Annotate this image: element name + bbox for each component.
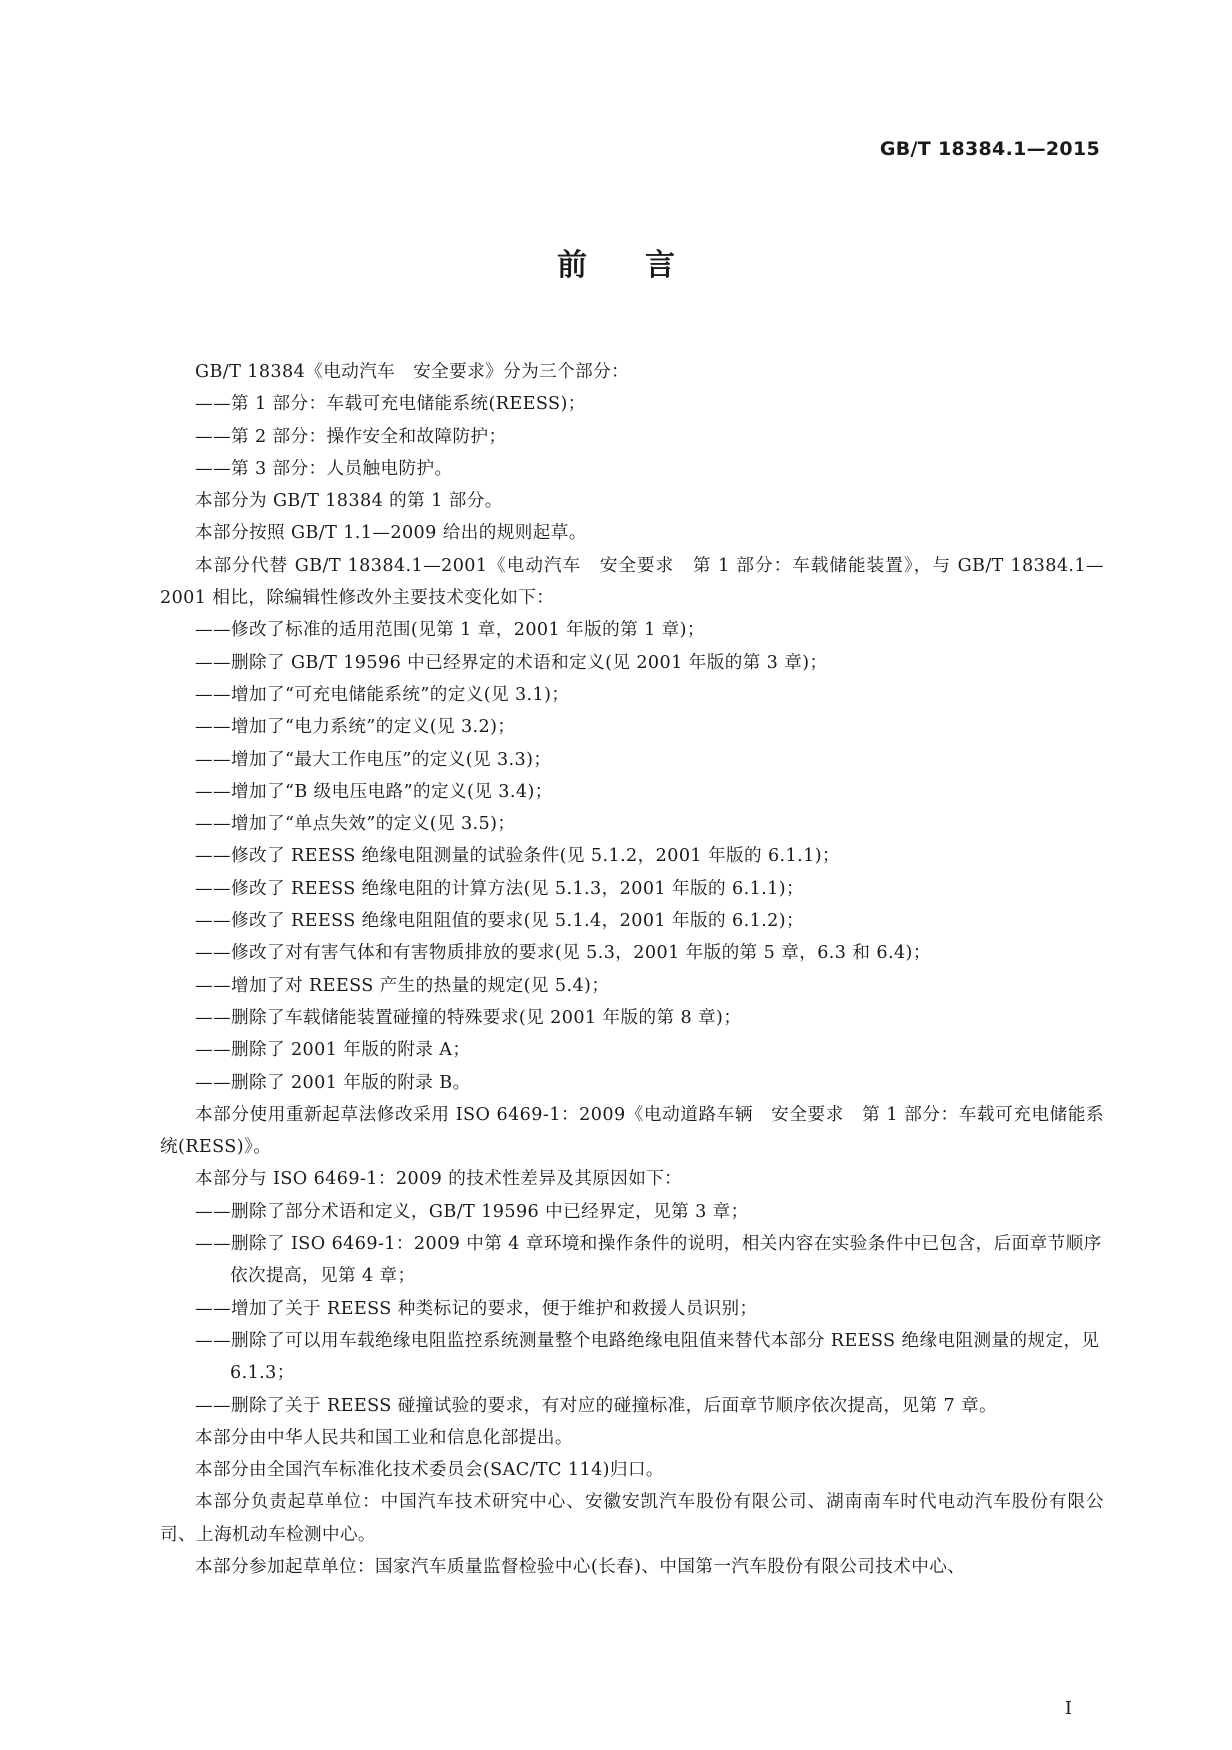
dash-item: ——删除了部分术语和定义，GB/T 19596 中已经界定，见第 3 章； [195,1201,749,1222]
dash-item: ——删除了 GB/T 19596 中已经界定的术语和定义(见 2001 年版的第 3 章)； [195,652,828,673]
dash-item: ——修改了 REESS 绝缘电阻阻值的要求(见 5.1.4，2001 年版的 6.1.2)； [195,911,805,932]
dash-item: ——增加了“可充电储能系统”的定义(见 3.1)； [195,684,570,705]
paragraph: 本部分按照 GB/T 1.1—2009 给出的规则起草。 [195,523,587,544]
paragraph: 本部分负责起草单位：中国汽车技术研究中心、安徽安凯汽车股份有限公司、湖南南车时代电动汽车股份有限公司、上海机动车检测中心。 [160,1492,1104,1545]
dash-item: ——删除了 2001 年版的附录 A； [195,1040,471,1061]
dash-item: ——删除了 ISO 6469-1：2009 中第 4 章环境和操作条件的说明，相关内容在实验条件中已包含，后面章节顺序依次提高，见第 4 章； [195,1234,1102,1287]
dash-item: ——修改了 REESS 绝缘电阻测量的试验条件(见 5.1.2，2001 年版的 6.1.1)； [195,846,840,867]
title-char-2: 言 [645,248,675,283]
dash-item: ——删除了 2001 年版的附录 B。 [195,1072,471,1093]
dash-item: ——第 3 部分：人员触电防护。 [195,458,453,479]
dash-item: ——第 1 部分：车载可充电储能系统(REESS)； [195,394,586,415]
dash-item: ——增加了“电力系统”的定义(见 3.2)； [195,717,516,738]
dash-item: ——删除了可以用车载绝缘电阻监控系统测量整个电路绝缘电阻值来替代本部分 REESS 绝缘电阻测量的规定，见 6.1.3； [195,1330,1100,1384]
page-title [0,240,1232,284]
dash-item: ——增加了“单点失效”的定义(见 3.5)； [195,814,516,835]
title-char-1: 前 [557,248,587,283]
paragraph: GB/T 18384《电动汽车 安全要求》分为三个部分： [195,362,630,382]
paragraph: 本部分参加起草单位：国家汽车质量监督检验中心(长春)、中国第一汽车股份有限公司技术中心、 [195,1556,966,1577]
paragraph: 本部分由中华人民共和国工业和信息化部提出。 [195,1427,573,1448]
paragraph: 本部分使用重新起草法修改采用 ISO 6469-1：2009《电动道路车辆 安全要求 第 1 部分：车载可充电储能系统(RESS)》。 [160,1104,1104,1158]
paragraph: 本部分由全国汽车标准化技术委员会(SAC/TC 114)归口。 [195,1460,664,1481]
dash-item: ——修改了 REESS 绝缘电阻的计算方法(见 5.1.3，2001 年版的 6.1.1)； [195,878,805,899]
dash-item: ——增加了对 REESS 产生的热量的规定(见 5.4)； [195,975,610,996]
dash-item: ——增加了“最大工作电压”的定义(见 3.3)； [195,749,552,770]
paragraph: 本部分为 GB/T 18384 的第 1 部分。 [195,491,503,512]
dash-item: ——删除了车载储能装置碰撞的特殊要求(见 2001 年版的第 8 章)； [195,1007,742,1028]
dash-item: ——第 2 部分：操作安全和故障防护； [195,426,507,447]
paragraph: 本部分代替 GB/T 18384.1—2001《电动汽车 安全要求 第 1 部分：车载储能装置》，与 GB/T 18384.1—2001 相比，除编辑性修改外主要技术变化如下： [160,555,1104,609]
dash-item: ——增加了关于 REESS 种类标记的要求，便于维护和救援人员识别； [195,1298,758,1319]
standard-code: GB/T 18384.1—2015 [879,138,1100,160]
dash-item: ——增加了“B 级电压电路”的定义(见 3.4)； [195,781,553,802]
preface-body [160,356,1104,1583]
dash-item: ——修改了对有害气体和有害物质排放的要求(见 5.3，2001 年版的第 5 章，6.3 和 6.4)； [195,943,931,964]
dash-item: ——删除了关于 REESS 碰撞试验的要求，有对应的碰撞标准，后面章节顺序依次提高，见第 7 章。 [195,1395,998,1416]
dash-item: ——修改了标准的适用范围(见第 1 章，2001 年版的第 1 章)； [195,620,705,641]
paragraph: 本部分与 ISO 6469-1：2009 的技术性差异及其原因如下： [195,1169,683,1190]
page-number: I [1064,1698,1072,1719]
